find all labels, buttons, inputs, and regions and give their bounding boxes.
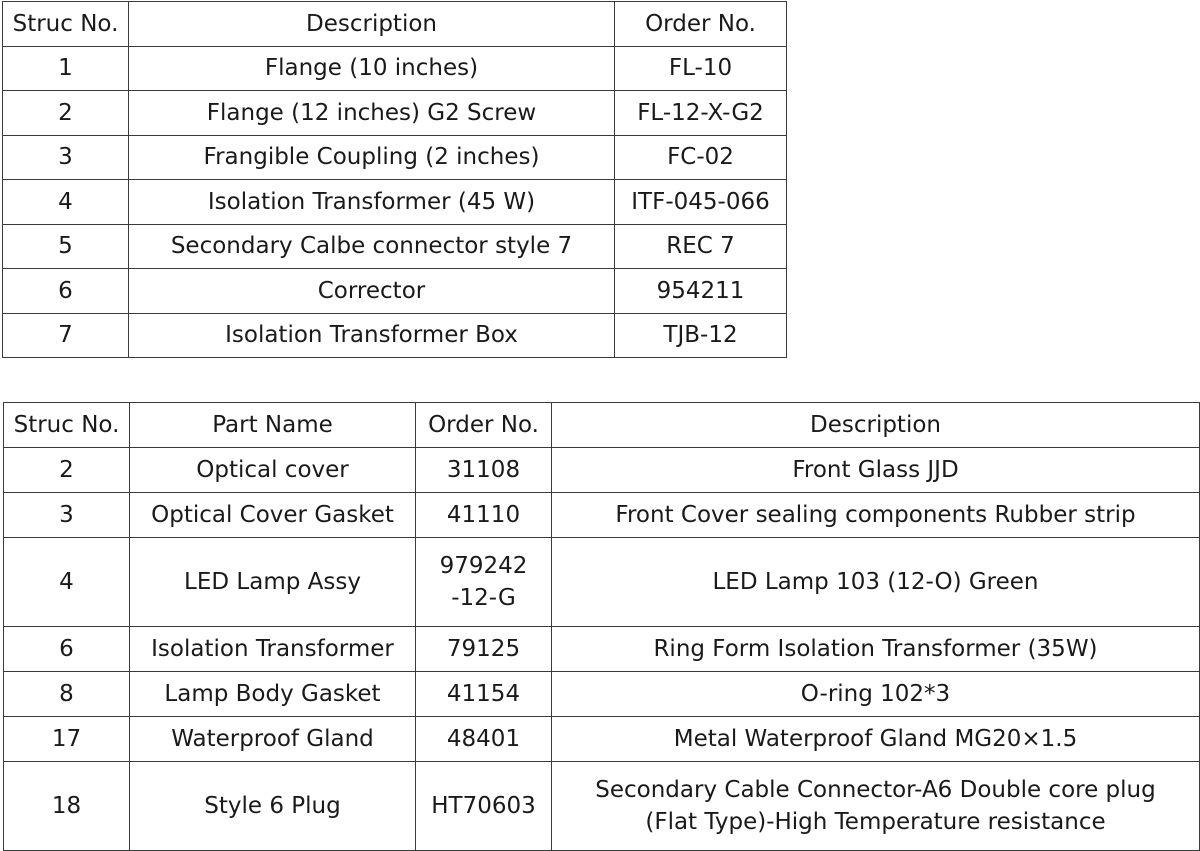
cell-struc-no: 2 bbox=[4, 448, 130, 493]
cell-part-name: Lamp Body Gasket bbox=[130, 672, 416, 717]
table-header-row bbox=[3, 2, 787, 47]
cell-struc-no: 5 bbox=[3, 224, 129, 269]
cell-order-no: 31108 bbox=[416, 448, 552, 493]
cell-part-name: Style 6 Plug bbox=[130, 762, 416, 851]
cell-order-no: 41154 bbox=[416, 672, 552, 717]
cell-struc-no: 2 bbox=[3, 91, 129, 136]
cell-order-no: 954211 bbox=[615, 269, 787, 314]
header-order-no: Order No. bbox=[416, 403, 552, 448]
parts-order-table bbox=[2, 1, 787, 358]
cell-struc-no: 3 bbox=[4, 493, 130, 538]
cell-part-name: Optical Cover Gasket bbox=[130, 493, 416, 538]
cell-struc-no: 6 bbox=[3, 269, 129, 314]
table-row bbox=[3, 135, 787, 180]
table-row bbox=[3, 269, 787, 314]
cell-part-name: Waterproof Gland bbox=[130, 717, 416, 762]
cell-order-no: TJB-12 bbox=[615, 313, 787, 358]
cell-description: Front Glass JJD bbox=[552, 448, 1200, 493]
cell-struc-no: 1 bbox=[3, 46, 129, 91]
cell-description: Flange (10 inches) bbox=[129, 46, 615, 91]
cell-order-no: FC-02 bbox=[615, 135, 787, 180]
cell-struc-no: 3 bbox=[3, 135, 129, 180]
cell-struc-no: 8 bbox=[4, 672, 130, 717]
cell-description: Frangible Coupling (2 inches) bbox=[129, 135, 615, 180]
table-row bbox=[3, 224, 787, 269]
cell-struc-no: 7 bbox=[3, 313, 129, 358]
table-row bbox=[4, 448, 1200, 493]
cell-struc-no: 17 bbox=[4, 717, 130, 762]
header-struc-no: Struc No. bbox=[4, 403, 130, 448]
cell-description: Secondary Calbe connector style 7 bbox=[129, 224, 615, 269]
cell-description: Isolation Transformer Box bbox=[129, 313, 615, 358]
table-row bbox=[4, 717, 1200, 762]
table-row bbox=[4, 762, 1200, 851]
table-row bbox=[3, 313, 787, 358]
header-order-no: Order No. bbox=[615, 2, 787, 47]
cell-description: Corrector bbox=[129, 269, 615, 314]
header-description: Description bbox=[129, 2, 615, 47]
table-row bbox=[3, 46, 787, 91]
cell-struc-no: 4 bbox=[3, 180, 129, 225]
cell-order-no: HT70603 bbox=[416, 762, 552, 851]
part-details-table bbox=[3, 402, 1200, 851]
cell-description: Front Cover sealing components Rubber strip bbox=[552, 493, 1200, 538]
cell-order-no: 79125 bbox=[416, 627, 552, 672]
table-header-row bbox=[4, 403, 1200, 448]
header-description: Description bbox=[552, 403, 1200, 448]
cell-order-no: FL-12-X-G2 bbox=[615, 91, 787, 136]
cell-struc-no: 6 bbox=[4, 627, 130, 672]
cell-part-name: Isolation Transformer bbox=[130, 627, 416, 672]
cell-order-no: ITF-045-066 bbox=[615, 180, 787, 225]
cell-struc-no: 18 bbox=[4, 762, 130, 851]
cell-description: Isolation Transformer (45 W) bbox=[129, 180, 615, 225]
cell-order-no: 48401 bbox=[416, 717, 552, 762]
cell-struc-no: 4 bbox=[4, 538, 130, 627]
cell-order-no: FL-10 bbox=[615, 46, 787, 91]
cell-description: Metal Waterproof Gland MG20×1.5 bbox=[552, 717, 1200, 762]
header-part-name: Part Name bbox=[130, 403, 416, 448]
cell-part-name: Optical cover bbox=[130, 448, 416, 493]
header-struc-no: Struc No. bbox=[3, 2, 129, 47]
table-row bbox=[4, 538, 1200, 627]
cell-description: Secondary Cable Connector-A6 Double core plug (Flat Type)-High Temperature resistance bbox=[552, 762, 1200, 851]
cell-order-no: 41110 bbox=[416, 493, 552, 538]
table-row bbox=[4, 493, 1200, 538]
cell-order-no: 979242 -12-G bbox=[416, 538, 552, 627]
table-row bbox=[4, 627, 1200, 672]
cell-part-name: LED Lamp Assy bbox=[130, 538, 416, 627]
table-row bbox=[4, 672, 1200, 717]
table-row bbox=[3, 180, 787, 225]
table-row bbox=[3, 91, 787, 136]
cell-description: Flange (12 inches) G2 Screw bbox=[129, 91, 615, 136]
cell-description: LED Lamp 103 (12-O) Green bbox=[552, 538, 1200, 627]
cell-order-no: REC 7 bbox=[615, 224, 787, 269]
cell-description: O-ring 102*3 bbox=[552, 672, 1200, 717]
cell-description: Ring Form Isolation Transformer (35W) bbox=[552, 627, 1200, 672]
